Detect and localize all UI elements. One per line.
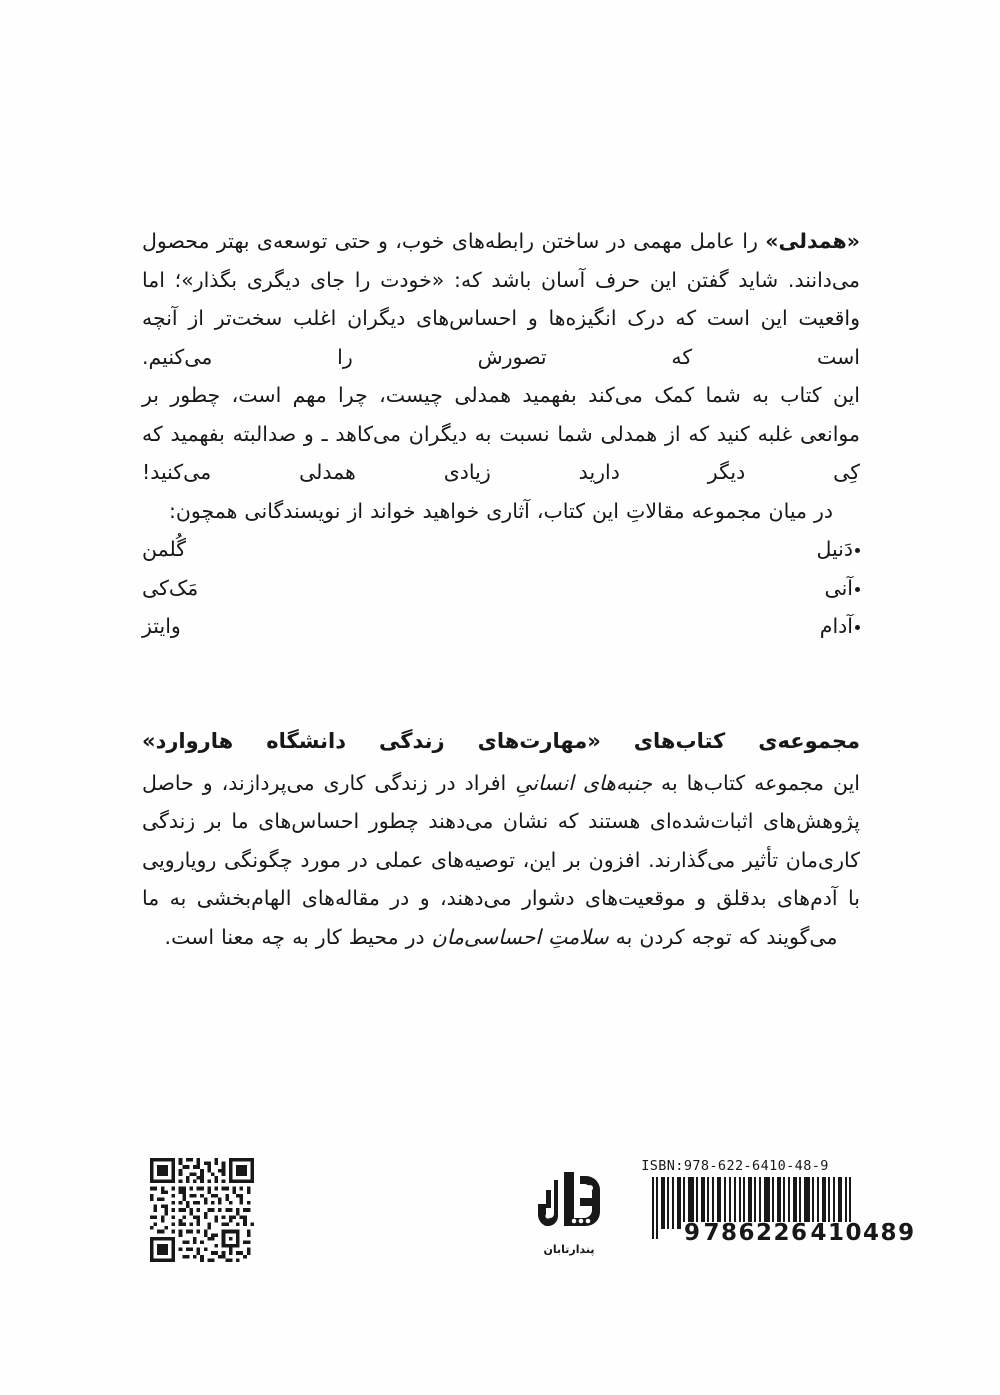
blurb-paragraph-2: این کتاب به شما کمک می‌کند بفهمید همدلی چیست، چرا مهم است، چطور بر موانعی غلبه کنید که از همدلی شما نسبت به دیگران می‌کاهد ـ و صدالبته بفهمید که کِی دیگر دارید زیادی همدلی می‌کنید!: [142, 383, 860, 484]
author-name: دَنیل گُلمن: [142, 537, 853, 561]
cover-footer: [142, 1158, 916, 1278]
qr-code-icon[interactable]: [150, 1158, 254, 1262]
isbn-barcode-block: [610, 1158, 916, 1274]
blurb-paragraph-3: در میان مجموعه مقالاتِ این کتاب، آثاری خواهید خواند از نویسندگانی همچون:: [168, 498, 834, 523]
author-name: آنی مَک‌کی: [142, 575, 853, 600]
barcode-digits: [683, 1220, 916, 1246]
publisher-logo-icon: [538, 1164, 600, 1242]
bullet-dot-icon: [855, 548, 860, 553]
barcode-digit-group-2: 410489: [810, 1220, 916, 1246]
list-item: [142, 569, 860, 608]
series-description-part-1: این مجموعه کتاب‌ها به: [652, 770, 860, 795]
series-heading: مجموعه‌ی کتاب‌های «مهارت‌های زندگی دانشگاه هاروارد»: [142, 728, 860, 753]
barcode-digit-group-1: 786226: [703, 1220, 809, 1246]
bullet-dot-icon: [855, 587, 860, 592]
blurb-content: [142, 222, 860, 956]
list-item: [142, 607, 860, 646]
author-list: [142, 530, 860, 646]
blurb-paragraph-1-rest: را عامل مهمی در ساختن رابطه‌های خوب، و حتی توسعه‌ی بهتر محصول می‌دانند. شاید گفتن این حرف آسان باشد که: «خودت را جای دیگری بگذار»؛ اما واقعیت این است که درک انگیزه‌ها و احساس‌های دیگران اغلب سخت‌تر از آنچه است که تصورش را می‌کنیم.: [142, 229, 860, 369]
barcode-digit-prefix: 9: [684, 1220, 702, 1246]
series-description-part-3: در محیط کار به چه معنا است.: [164, 924, 432, 949]
bullet-dot-icon: [855, 625, 860, 630]
publisher-name: پندارتابان: [543, 1243, 595, 1256]
barcode: [650, 1177, 916, 1246]
list-item: [142, 530, 860, 569]
series-description-italic-1: جنبه‌های انسانیِ: [515, 770, 653, 795]
isbn-text: ISBN:978-622-6410-48-9: [641, 1158, 829, 1174]
blurb-paragraph-1: [142, 222, 860, 376]
series-description-part-2: افراد در زندگی کاری می‌پردازند، و حاصل پژوهش‌های اثبات‌شده‌ای هستند که نشان می‌دهند چطور احساس‌های ما بر زندگی کاری‌مان تأثیر می‌گذارند. افزون بر این، توصیه‌های عملی در مورد چگونگی رویارویی با آدم‌های بدقلق و موقعیت‌های دشوار می‌دهند، و در مقاله‌های الهام‌بخشی به ما می‌گویند که توجه کردن به: [142, 770, 860, 949]
section-spacer: [142, 646, 860, 724]
series-description-italic-2: سلامتِ احساسی‌مان: [431, 924, 609, 949]
publisher-block: [530, 1164, 608, 1256]
series-description: [142, 764, 860, 957]
author-name: آدام وایتز: [142, 614, 853, 638]
empathy-keyword: «همدلی»: [765, 229, 860, 253]
